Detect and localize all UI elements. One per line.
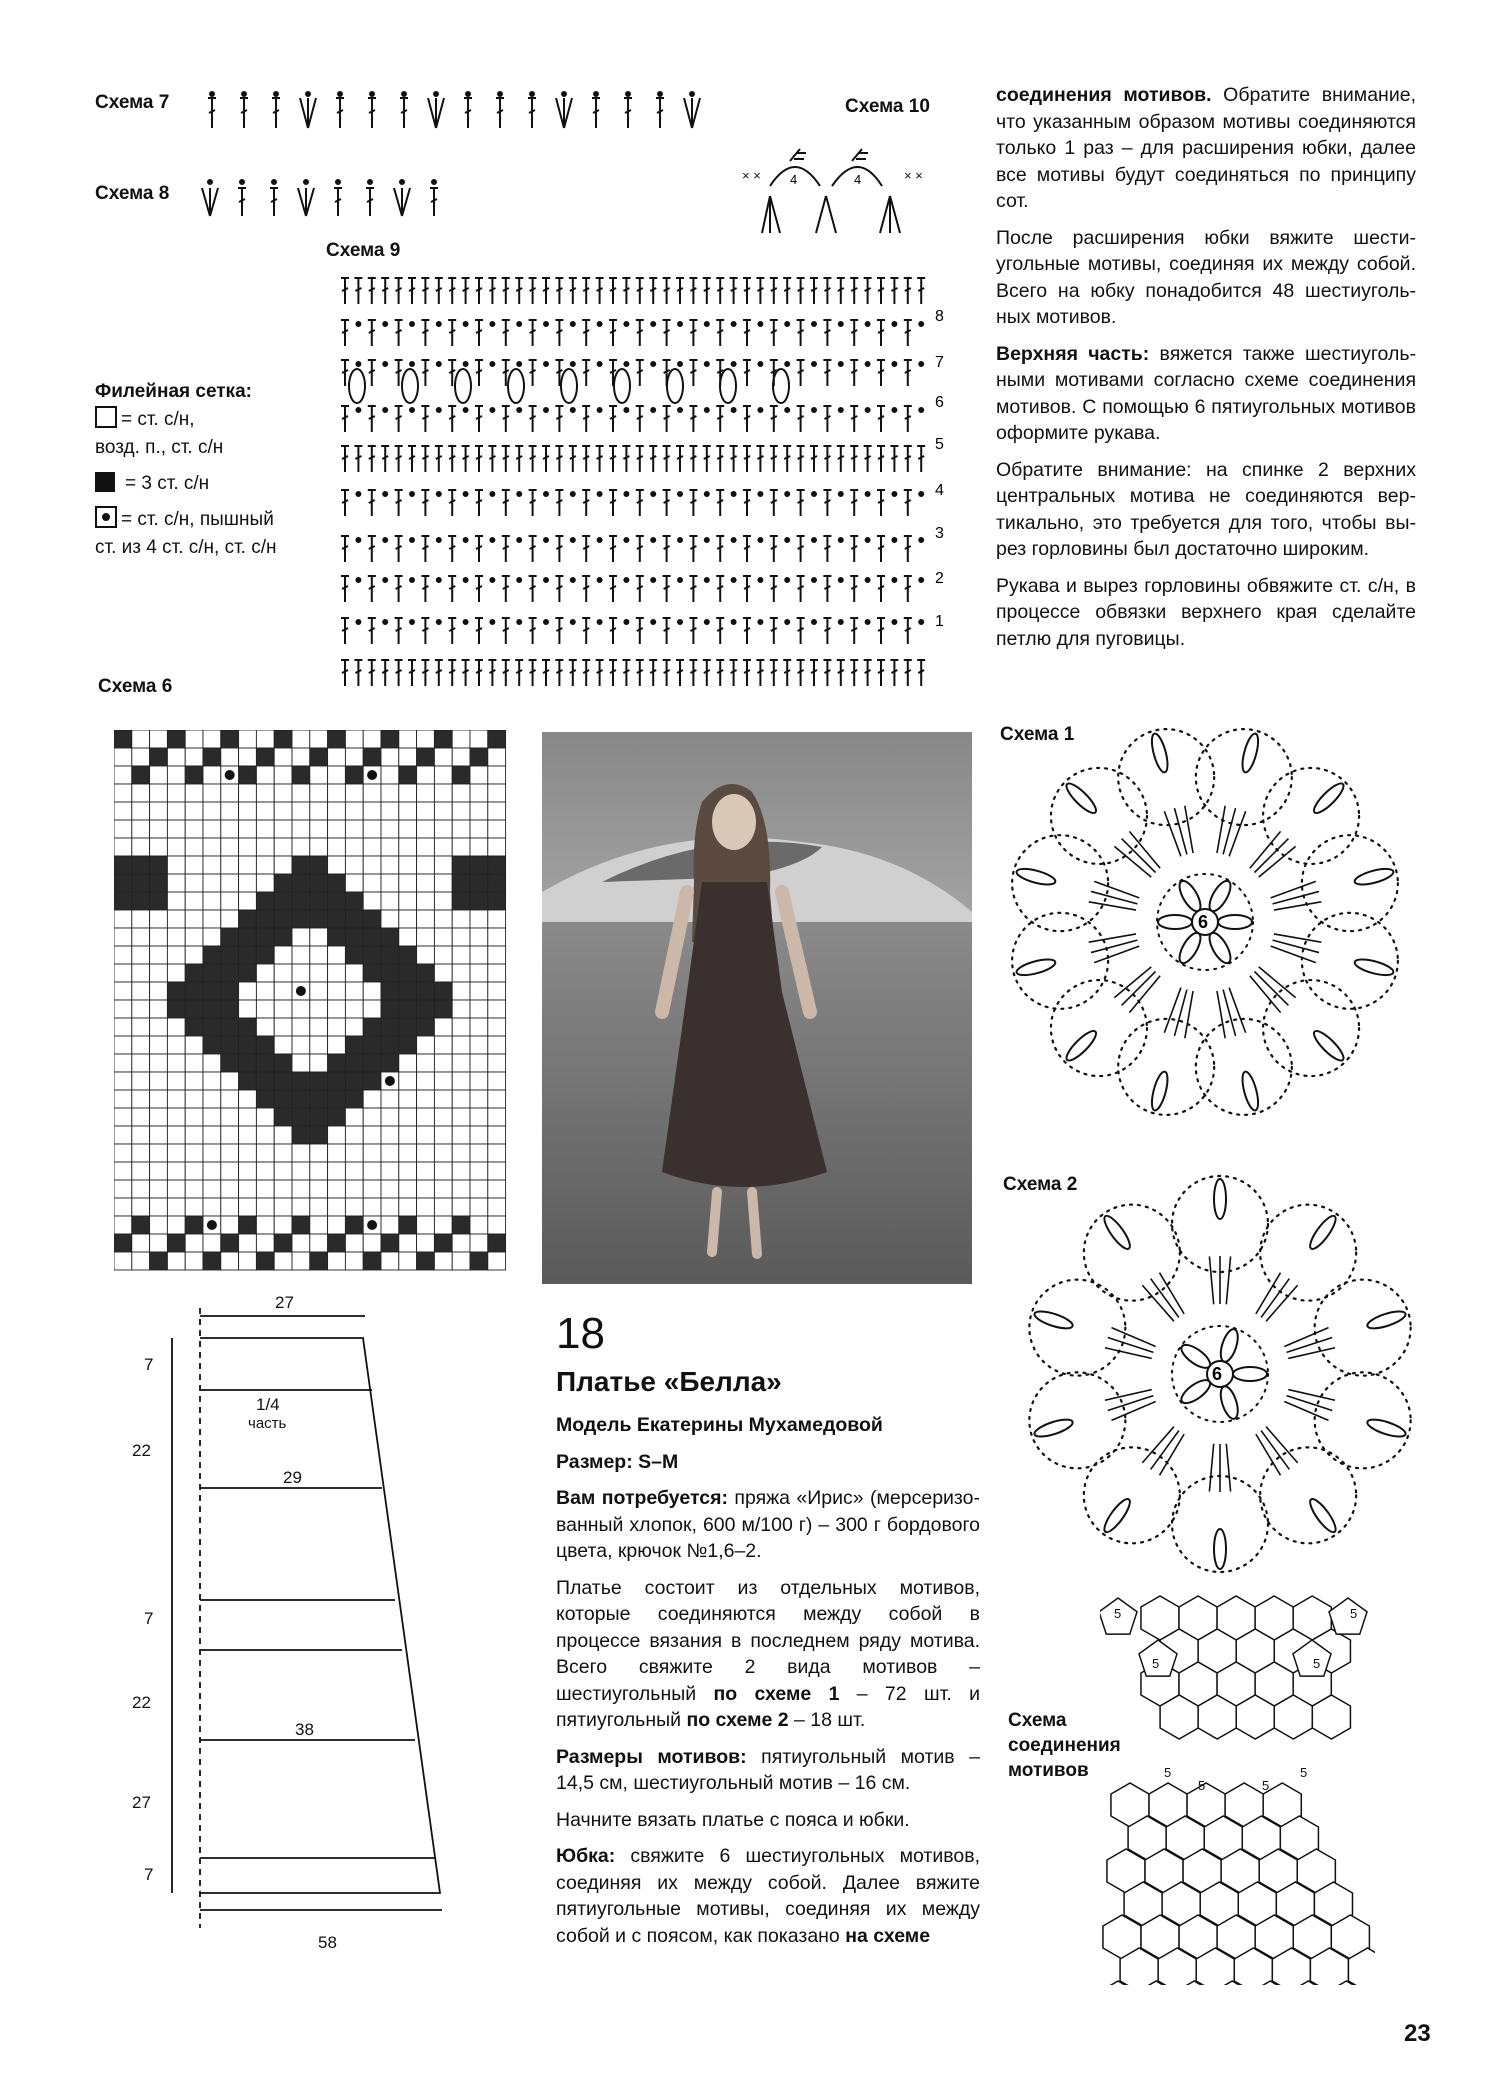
svg-text:× ×: × × [742,168,761,183]
scheme9-row-number: 3 [935,525,944,542]
article-title: Платье «Белла» [556,1366,782,1397]
dim-58: 58 [318,1933,337,1952]
legend-filled-text: = 3 ст. с/н [125,473,210,494]
filet-legend [95,378,277,562]
dim-h3: 7 [144,1609,154,1628]
scheme1-hexagon-motif [995,706,1415,1138]
scheme8-diagram [198,176,468,226]
scheme9-row-number: 2 [935,570,944,587]
legend-dot-square-icon [95,506,117,528]
dim-h1: 7 [144,1355,154,1374]
scheme2-label: Схема 2 [1003,1174,1078,1195]
scheme8-label: Схема 8 [95,183,170,204]
right-column-text: соединения мотивов. Обратите внимание, что указанным образом мотивы соединяются только 1 раз – для расширения юбки, далее все мотивы будут соединяться по принципу сот. После расширения юбки вяжите шестиугольные мотивы, соединяя их между собой. Всего на юбку понадобится 48 шестиугольных мотивов. Верхняя часть: вяжется также шестиугольными мотивами согласно схеме соединения мотивов. С помощью 6 пятиугольных мотивов оформите рукава. Обратите внимание: на спинке 2 верхних центральных мотива не соединяются вертикально, это требуется для того, чтобы вырез горловины был достаточно широким. Рукава и вырез горловины обвяжите ст. с/н, в процессе обвязки верхнего края сделайте петлю для пуговицы. [996,84,1416,650]
svg-text:5: 5 [1114,1606,1122,1621]
dim-29: 29 [283,1468,302,1487]
dress-photo [542,732,972,1284]
svg-text:5: 5 [1198,1778,1206,1793]
skirt-pattern-diagram [120,1288,500,1968]
pattern-quarter: 1/4 [256,1395,280,1414]
scheme9-row-number: 5 [935,436,944,453]
svg-text:5: 5 [1350,1606,1358,1621]
joining-scheme-diagram [1100,1590,1375,1985]
pattern-part: часть [248,1415,287,1432]
scheme9-row-number: 4 [935,482,944,499]
legend-dot-text: = ст. с/н, пышный [121,509,274,530]
scheme10-mark-2: 4 [854,172,862,187]
svg-text:5: 5 [1152,1656,1160,1671]
svg-text:5: 5 [1262,1778,1270,1793]
scheme10-label: Схема 10 [845,96,930,117]
legend-filled-square-icon [95,472,115,492]
dim-h2: 22 [132,1441,151,1460]
dim-h6: 27 [132,1793,151,1812]
svg-text:6: 6 [1212,1364,1223,1384]
svg-text:5: 5 [1313,1656,1321,1671]
svg-text:× ×: × × [904,168,923,183]
legend-title: Филейная сетка: [95,381,252,402]
scheme9-diagram [335,268,955,708]
scheme10-mark-1: 4 [790,172,798,187]
dim-h4: 22 [132,1693,151,1712]
scheme9-row-number: 7 [935,354,944,371]
article-block: 18 Платье «Белла» Модель Екатерины Мухамедовой Размер: S–M Вам потребуется: пряжа «Ирис» (мерсеризованный хлопок, 600 м/100 г) – 300 г бордового цвета, крючок №1,6–2. Платье состоит из отдельных мотивов, которые соединяются между собой в процессе вязания в последнем ряду мотива. Всего свяжите 2 вида мотивов – шестиугольный по схеме 1 – 72 шт. и пятиугольный по схеме 2 – 18 шт. Размеры мотивов: пятиугольный мотив – 14,5 см, шестиугольный мотив – 16 см. Начните вязать платье с пояса и юбки. Юбка: свяжите 6 шестиугольных мотивов, соединяя их между собой. Далее вяжите пятиугольные мотивы, соединяя их между собой и с поясом, как показано на схеме [556,1309,980,1947]
scheme6-label: Схема 6 [98,676,173,697]
scheme1-label: Схема 1 [1000,724,1075,745]
scheme7-diagram [200,88,740,138]
article-size: Размер: S–M [556,1450,679,1473]
dim-27-top: 27 [275,1293,294,1312]
dim-h5: 7 [144,1865,154,1884]
legend-empty-text-2: возд. п., ст. с/н [95,437,224,458]
scheme9-row-number: 8 [935,308,944,325]
svg-text:6: 6 [1198,912,1209,932]
scheme6-filet-chart [114,730,508,1274]
scheme10-diagram [740,128,940,238]
scheme9-row-number: 1 [935,613,944,630]
join-scheme-label: Схема соединения мотивов [1008,1710,1121,1781]
scheme7-label: Схема 7 [95,92,170,113]
page-number: 23 [1404,2020,1431,2047]
svg-text:5: 5 [1164,1765,1172,1780]
legend-empty-text: = ст. с/н, [121,409,195,430]
svg-text:5: 5 [1300,1765,1308,1780]
article-author: Модель Екатерины Мухамедовой [556,1414,883,1436]
scheme9-label: Схема 9 [326,240,401,261]
dim-38: 38 [295,1720,314,1739]
article-number: 18 [556,1309,605,1358]
legend-empty-square-icon [95,406,117,428]
scheme2-pentagon-motif [1010,1158,1430,1590]
legend-dot-text-2: ст. из 4 ст. с/н, ст. с/н [95,537,277,558]
scheme9-row-number: 6 [935,394,944,411]
